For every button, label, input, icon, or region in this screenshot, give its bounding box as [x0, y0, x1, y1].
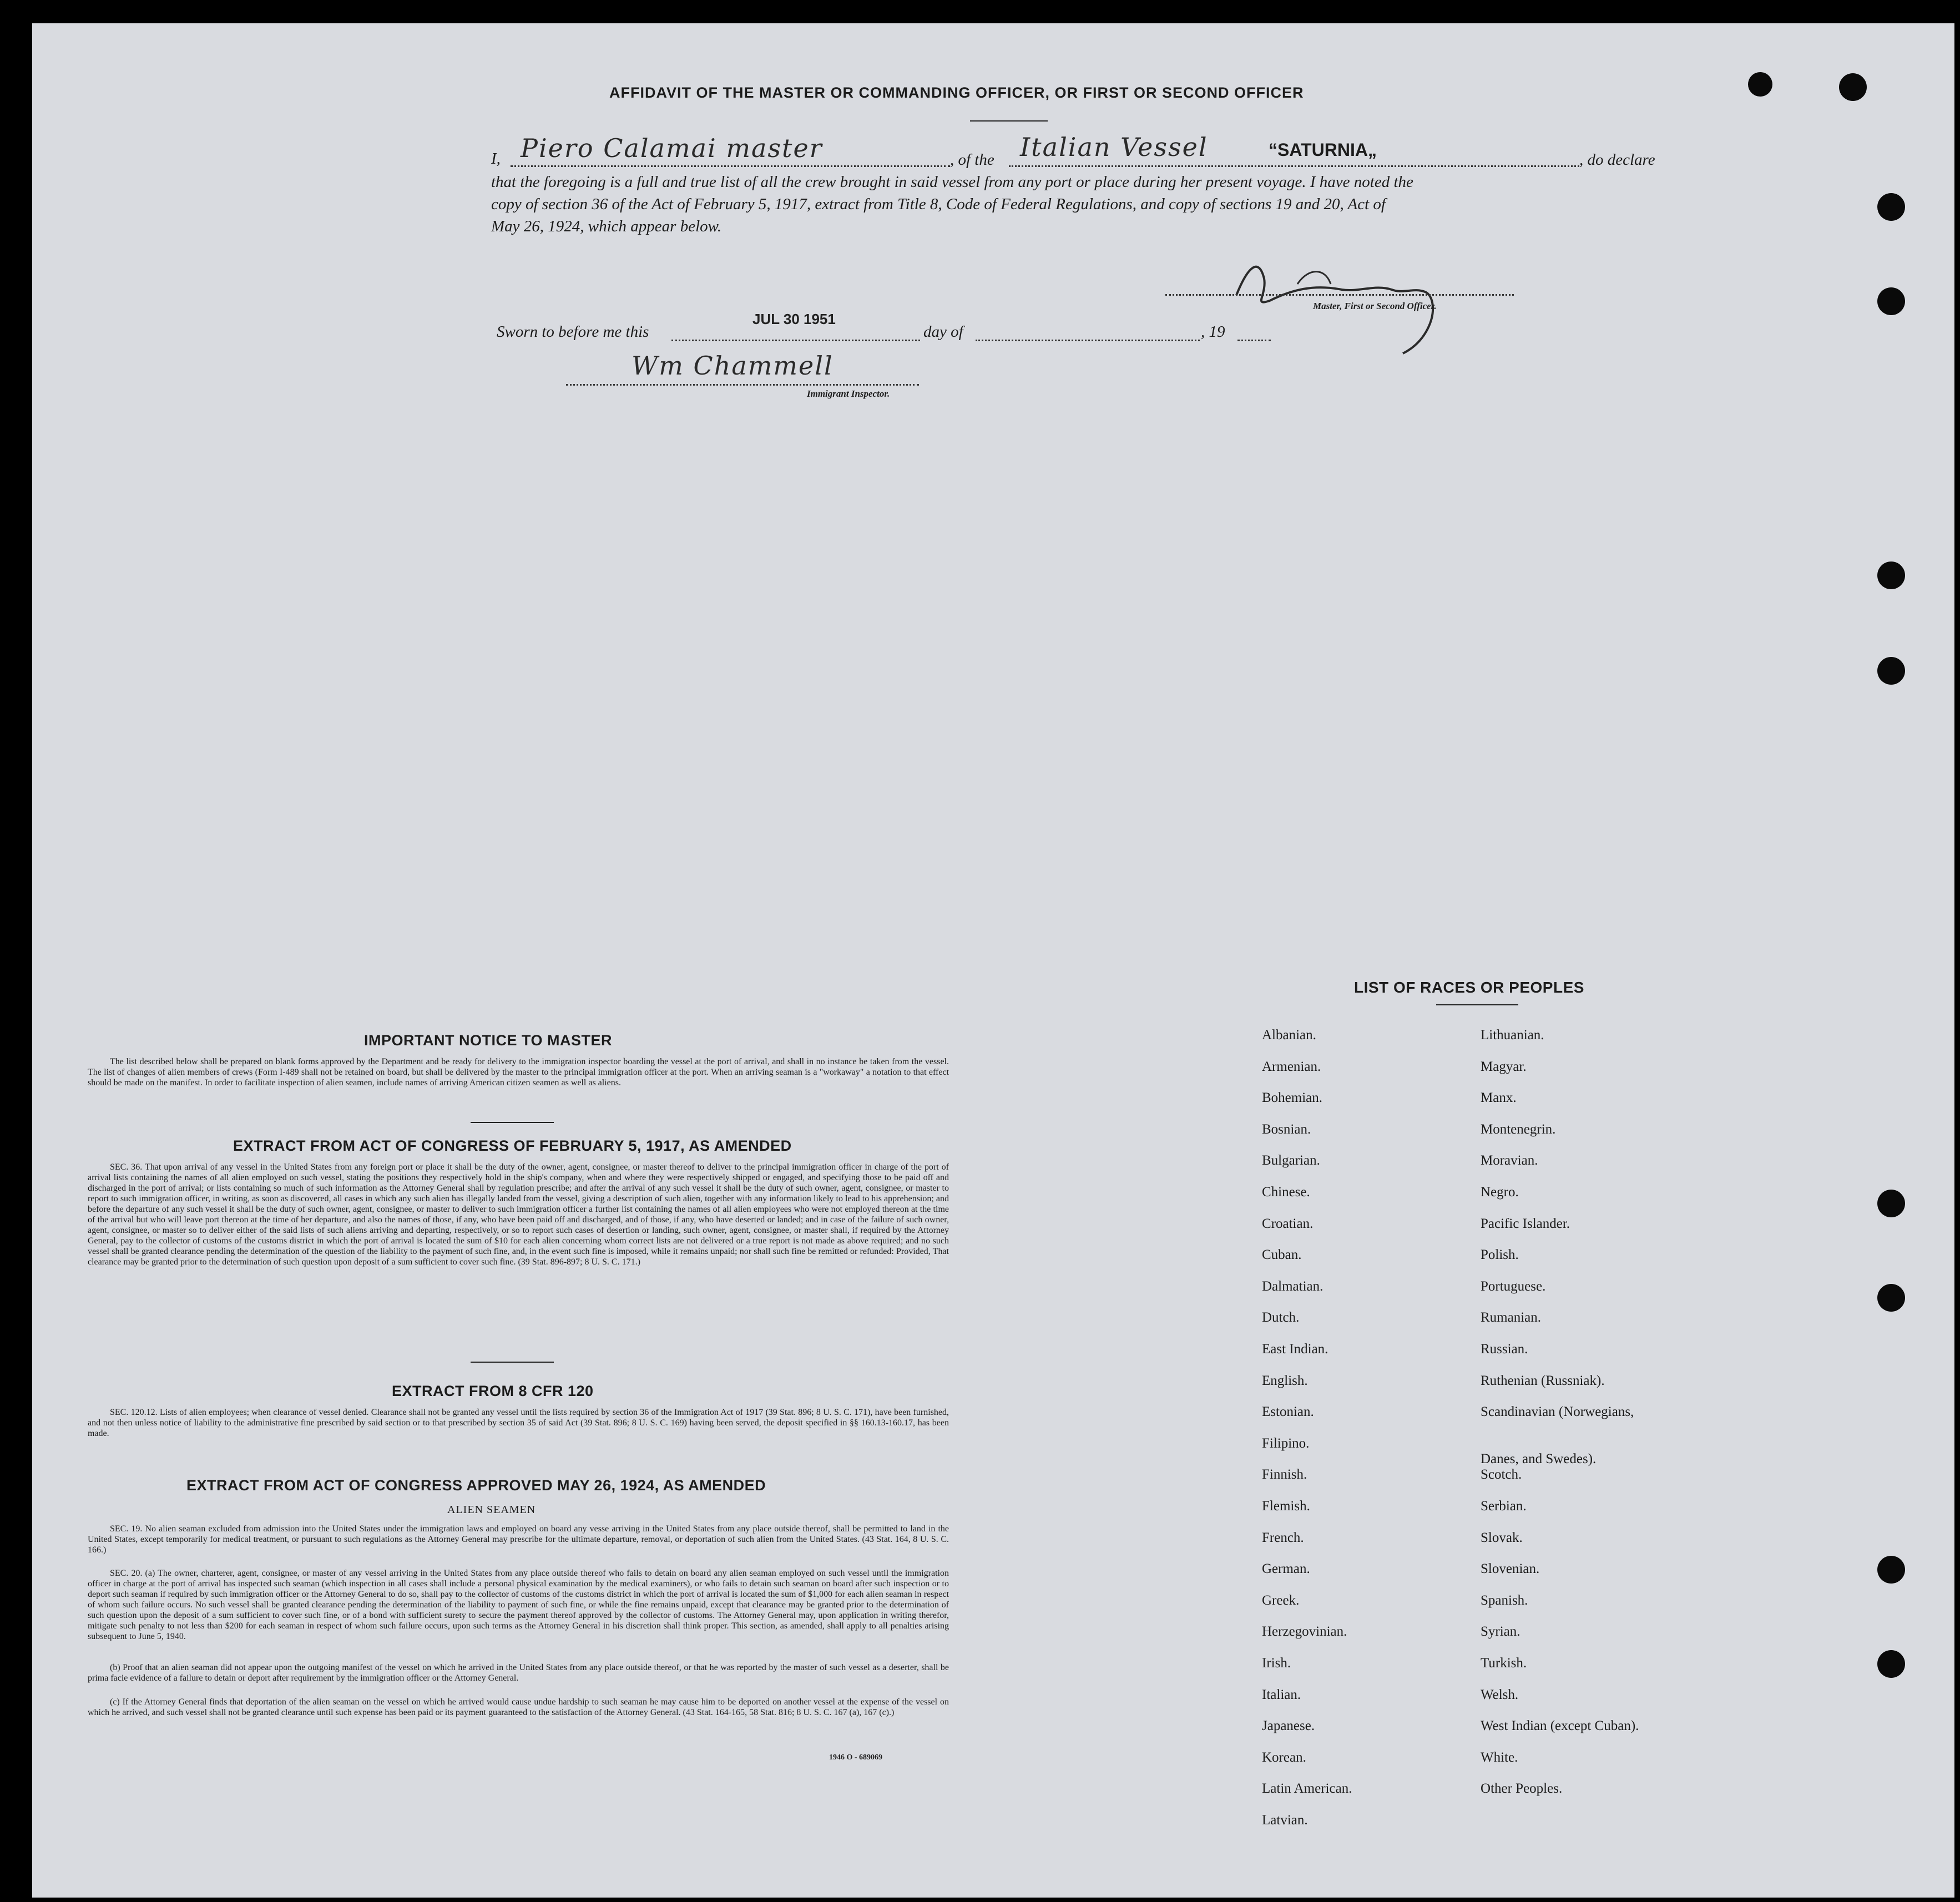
- of-the-label: , of the: [950, 151, 994, 169]
- day-of-label: day of: [923, 323, 963, 341]
- handwritten-master-name: Piero Calamai master: [521, 133, 823, 163]
- race-item: English.: [1262, 1373, 1308, 1388]
- race-item: Latvian.: [1262, 1813, 1308, 1828]
- sworn-label: Sworn to before me this: [497, 323, 649, 341]
- sec-19-text: SEC. 19. No alien seaman excluded from admission into the United States under the immigration laws and employed on board any vesse arriving in the United States from any place outside thereof, shall be permitted to land in the United States, except temporarily for medical treatment, or pursuant to such regulations as the Attorney General may prescribe for the ultimate departure, removal, or deportation of such alien from the United States. (43 Stat. 164, 8 U. S. C. 166.): [88, 1524, 949, 1555]
- manifest-page: [32, 23, 1954, 1898]
- extract-cfr-text: SEC. 120.12. Lists of alien employees; when clearance of vessel denied. Clearance shall not be granted any vessel until the lists required by section 36 of the Immigration Act of 1917 (39 Stat. 896; 8 U. S. C. 171), have been furnished, and not then unless notice of liability to the administrative fine prescribed by said section or to that prescribed by section 35 of said Act (39 Stat. 896; 8 U. S. C. 169) having been served, the deposit specified in §§ 160.13-160.17, has been made.: [88, 1408, 949, 1438]
- notice-divider: [471, 1122, 554, 1123]
- race-item: Welsh.: [1481, 1687, 1519, 1702]
- affidavit-body-line-2: copy of section 36 of the Act of February 5, 1917, extract from Title 8, Code of Federal Regulations, and copy of sections 19 and 20, Act of: [491, 195, 1386, 213]
- race-item: Turkish.: [1481, 1656, 1527, 1671]
- race-item: German.: [1262, 1561, 1310, 1577]
- races-divider: [1436, 1004, 1518, 1005]
- signature-line: [1165, 294, 1514, 296]
- race-item: Flemish.: [1262, 1499, 1310, 1514]
- race-item: West Indian (except Cuban).: [1481, 1718, 1639, 1734]
- race-item: Japanese.: [1262, 1718, 1315, 1734]
- race-item: East Indian.: [1262, 1342, 1328, 1357]
- race-item: Scandinavian (Norwegians,: [1481, 1404, 1634, 1420]
- race-item: Greek.: [1262, 1592, 1300, 1608]
- race-item: Polish.: [1481, 1247, 1519, 1263]
- race-item: Lithuanian.: [1481, 1028, 1544, 1043]
- punch-hole: [1748, 72, 1772, 97]
- vessel-line: [1009, 165, 1579, 167]
- punch-hole: [1877, 562, 1905, 589]
- punch-hole: [1839, 73, 1867, 101]
- notice-title: IMPORTANT NOTICE TO MASTER: [364, 1032, 612, 1049]
- extract-1917-divider: [471, 1362, 554, 1363]
- print-code: 1946 O - 689069: [829, 1753, 883, 1762]
- race-item: Pacific Islander.: [1481, 1216, 1570, 1231]
- race-item: Portuguese.: [1481, 1278, 1546, 1294]
- race-item: Spanish.: [1481, 1592, 1528, 1608]
- extract-1917-title: EXTRACT FROM ACT OF CONGRESS OF FEBRUARY 5, 1917, AS AMENDED: [233, 1137, 792, 1154]
- race-item: Dutch.: [1262, 1310, 1300, 1326]
- punch-hole: [1877, 1556, 1905, 1584]
- race-item: Rumanian.: [1481, 1310, 1542, 1326]
- affidavit-body-line-1: that the foregoing is a full and true list of all the crew brought in said vessel from any port or place during her present voyage. I have noted the: [491, 173, 1413, 191]
- race-item: Ruthenian (Russniak).: [1481, 1373, 1605, 1388]
- race-item: Latin American.: [1262, 1781, 1352, 1797]
- race-item: Montenegrin.: [1481, 1121, 1556, 1137]
- race-item: Estonian.: [1262, 1404, 1314, 1420]
- year-prefix: , 19: [1201, 323, 1225, 341]
- heading-divider: [970, 120, 1048, 122]
- affidavit-body-line-3: May 26, 1924, which appear below.: [491, 217, 722, 235]
- race-item: Finnish.: [1262, 1467, 1307, 1483]
- race-item: Croatian.: [1262, 1216, 1314, 1231]
- punch-hole: [1877, 1284, 1905, 1312]
- affidavit-heading: AFFIDAVIT OF THE MASTER OR COMMANDING OFFICER, OR FIRST OR SECOND OFFICER: [609, 84, 1304, 101]
- race-item: Bosnian.: [1262, 1121, 1311, 1137]
- year-line: [1237, 340, 1271, 341]
- declare-label: , do declare: [1579, 151, 1655, 169]
- extract-cfr-title: EXTRACT FROM 8 CFR 120: [392, 1383, 594, 1399]
- race-item: Negro.: [1481, 1185, 1519, 1200]
- race-item: Serbian.: [1481, 1499, 1527, 1514]
- handwritten-inspector-name: Wm Chammell: [632, 351, 833, 381]
- race-item: Moravian.: [1481, 1153, 1538, 1168]
- race-item: Scotch.: [1481, 1467, 1522, 1483]
- punch-hole: [1877, 193, 1905, 221]
- race-item: Russian.: [1481, 1342, 1528, 1357]
- race-item: Manx.: [1481, 1090, 1517, 1106]
- race-item: Armenian.: [1262, 1059, 1321, 1074]
- races-title: LIST OF RACES OR PEOPLES: [1354, 979, 1584, 996]
- sec-20c-text: (c) If the Attorney General finds that deportation of the alien seaman on the vessel on which he arrived would cause undue hardship to such seaman he may cause him to be deported on another vessel at the expense of the vessel on which he arrived, and such vessel shall not be granted clearance until such expense has been paid or its payment guaranteed to the satisfaction of the Attorney General. (43 Stat. 164-165, 58 Stat. 816; 8 U. S. C. 167 (a), 167 (c).): [88, 1697, 949, 1717]
- race-item: Danes, and Swedes).: [1481, 1451, 1597, 1466]
- race-item: Albanian.: [1262, 1028, 1316, 1043]
- race-item: Filipino.: [1262, 1435, 1310, 1451]
- race-item: Cuban.: [1262, 1247, 1302, 1263]
- month-line: [976, 340, 1200, 341]
- vessel-name: “SATURNIA„: [1269, 140, 1377, 160]
- extract-1917-text: SEC. 36. That upon arrival of any vessel in the United States from any foreign port or place it shall be the duty of the owner, agent, consignee, or master thereof to deliver to the principal immigration officer in charge of the port of arrival lists containing the names of all alien employed on such vessel, stating the positions they respectively hold in the ship's company, when and where they were respectively shipped or engaged, and specifying those to be paid off and discharged in the port of arrival; or lists containing so much of such information as the Attorney General shall by regulation prescribe; and after the arrival of any such vessel it shall be the duty of such owner, agent, consignee, or master to report to such immigration officer, in writing, as soon as discovered, all cases in which any such alien has illegally landed from the vessel, giving a description of such alien, together with any information likely to lead to his apprehension; and before the departure of any such vessel it shall be the duty of such owner, agent, consignee, or master to deliver to such immigration officer a further list containing the names of all alien employees who were not employed thereon at the time of the arrival but who will leave port thereon at the time of her departure, and also the names of those, if any, who have been paid off and discharged, and of those, if any, who have deserted or landed; and in case of the failure of such owner, agent, consignee, or master so to deliver either of the said lists of such aliens arriving and departing, respectively, or so to report such cases of desertion or landing, such owner, agent, consignee, or master shall, if required by the Attorney General, pay to the collector of customs of the customs district in which the port of arrival is located the sum of $10 for each alien concerning whom correct lists are not delivered or a true report is not made as above required; and no such vessel shall be granted clearance pending the determination of the question of the liability to the payment of such fine, and, in the event such fine is imposed, while it remains unpaid; nor shall such fine be remitted or refunded: Provided, That clearance may be granted prior to the determination of such question upon deposit of a sum sufficient to cover such fine. (39 Stat. 896-897; 8 U. S. C. 171.): [88, 1162, 949, 1267]
- sec-20a-text: SEC. 20. (a) The owner, charterer, agent, consignee, or master of any vessel arriving in the United States from any place outside thereof who fails to detain on board any alien seaman employed on such vessel until the immigration officer in charge at the port of arrival has inspected such seaman (which inspection in all cases shall include a personal physical examination by the medical examiners), or who fails to detain such seaman on board after such inspection or to deport such seaman if required by such immigration officer or the Attorney General to do so, shall pay to the collector of customs of the customs district in which the port of arrival is located the sum of $1,000 for each alien seaman in respect of whom such failure occurs. No such vessel shall be granted clearance pending the determination of the liability to payment of such fine, or while the fine remains unpaid, except that clearance may be granted prior to the determination of such question upon the deposit of a sum sufficient to cover such fine, or of a bond with sufficient surety to secure the payment thereof approved by the collector of customs. The Attorney General may, upon application in writing therefor, mitigate such penalty to not less than $200 for each seaman in respect of whom such failure occurs, upon such terms as the Attorney General in his discretion shall think proper. This section, as amended, shall apply to all penalties arising subsequent to June 5, 1940.: [88, 1569, 949, 1641]
- race-item: Slovak.: [1481, 1530, 1523, 1545]
- date-stamp: JUL 30 1951: [752, 311, 836, 327]
- sworn-date-line: [671, 340, 920, 341]
- punch-hole: [1877, 657, 1905, 685]
- race-item: Italian.: [1262, 1687, 1301, 1702]
- race-item: Bohemian.: [1262, 1090, 1323, 1106]
- race-item: Magyar.: [1481, 1059, 1527, 1074]
- race-item: Slovenian.: [1481, 1561, 1540, 1577]
- sec-20b-text: (b) Proof that an alien seaman did not appear upon the outgoing manifest of the vessel on which he arrived in the United States from any place outside thereof, or that he was reported by the master of such vessel as a deserter, shall be prima facie evidence of a failure to detain or deport after requirement by the immigration officer or the Attorney General.: [88, 1663, 949, 1683]
- inspector-caption: Immigrant Inspector.: [807, 388, 890, 399]
- notice-text: The list described below shall be prepared on blank forms approved by the Department and be ready for delivery to the immigration inspector boarding the vessel at the port of arrival, and shall in no instance be taken from the vessel. The list of changes of alien members of crews (Form I-489 shall not be retained on board, but shall be delivered by the master to the principal immigration officer at the port. When an arriving seaman is a "workaway" a notation to that effect should be made on the manifest. In order to facilitate inspection of alien seamen, include names of arriving American citizen seamen as well as aliens.: [88, 1057, 949, 1087]
- race-item: White.: [1481, 1749, 1518, 1765]
- race-item: Bulgarian.: [1262, 1153, 1320, 1168]
- inspector-line: [566, 384, 919, 386]
- race-item: Syrian.: [1481, 1624, 1520, 1640]
- alien-seamen-subtitle: ALIEN SEAMEN: [447, 1504, 536, 1516]
- race-item: French.: [1262, 1530, 1304, 1545]
- handwritten-vessel-type: Italian Vessel: [1020, 132, 1208, 162]
- name-line: [511, 165, 950, 167]
- signature-caption: Master, First or Second Officer.: [1313, 301, 1437, 311]
- punch-hole: [1877, 1190, 1905, 1217]
- race-item: Irish.: [1262, 1656, 1291, 1671]
- race-item: Chinese.: [1262, 1185, 1310, 1200]
- i-label: I,: [491, 150, 501, 168]
- punch-hole: [1877, 1650, 1905, 1678]
- race-item: Dalmatian.: [1262, 1278, 1323, 1294]
- race-item: Other Peoples.: [1481, 1781, 1563, 1797]
- punch-hole: [1877, 287, 1905, 315]
- race-item: Herzegovinian.: [1262, 1624, 1347, 1640]
- extract-1924-title: EXTRACT FROM ACT OF CONGRESS APPROVED MAY 26, 1924, AS AMENDED: [186, 1477, 766, 1494]
- race-item: Korean.: [1262, 1749, 1306, 1765]
